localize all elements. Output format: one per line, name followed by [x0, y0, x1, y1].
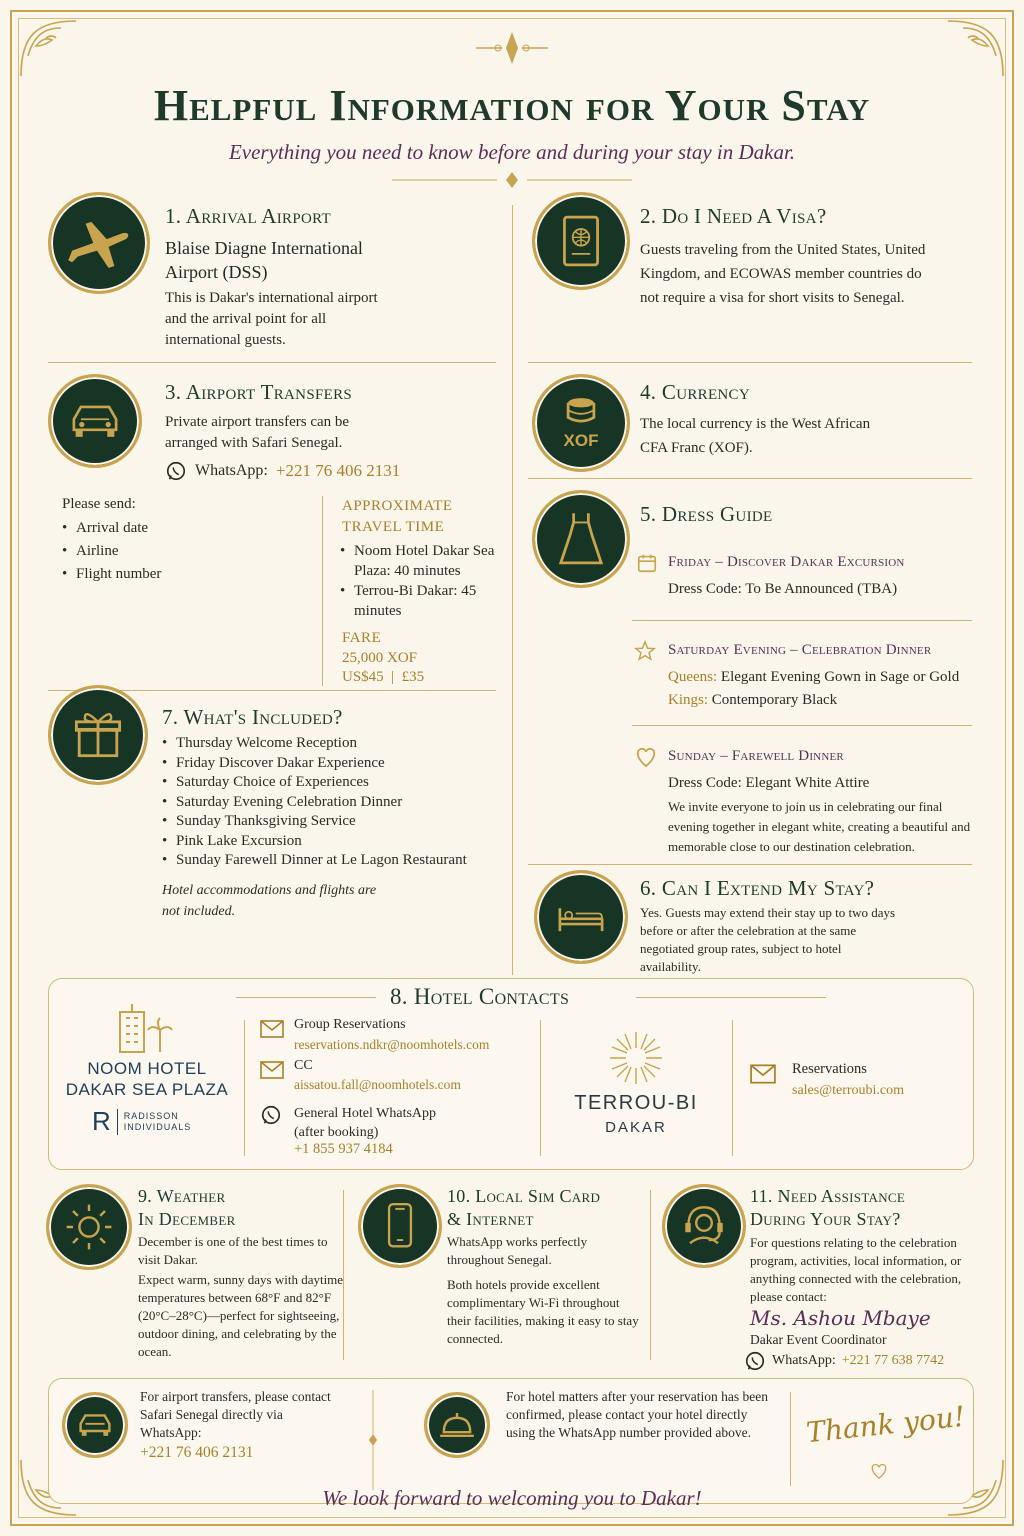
travel-time-title: APPROXIMATE TRAVEL TIME: [342, 498, 453, 535]
kings-label: Kings:: [668, 692, 709, 708]
transfers-text: Private airport transfers can be arranged with Safari Senegal.: [165, 414, 350, 451]
terrou-reservations-label: Reservations: [792, 1061, 867, 1077]
assistance-text: For questions relating to the celebration program, activities, local information, or anything connected with the celebration, please contact:: [750, 1235, 962, 1304]
wa-label-line: (after booking): [294, 1125, 379, 1140]
star-icon: [634, 640, 656, 662]
terrou-bi-name: [556, 1092, 716, 1136]
page-subtitle: Everything you need to know before and during your stay in Dakar.: [228, 140, 796, 164]
extend-heading: 6. Can I Extend My Stay?: [640, 876, 875, 900]
list-item: • Saturday Evening Celebration Dinner: [160, 793, 500, 813]
weather-text-1: December is one of the best times to visit Dakar.: [138, 1234, 328, 1267]
friday-text: Dress Code: To Be Announced (TBA): [668, 581, 898, 597]
list-item: • Noom Hotel Dakar Sea Plaza: 40 minutes: [338, 541, 503, 581]
sim-text-2: Both hotels provide excellent complimentary Wi-Fi throughout their facilities, making it easy to stay connected.: [447, 1277, 639, 1346]
phone-icon: [358, 1184, 442, 1268]
assistance-heading-line: During Your Stay?: [750, 1209, 901, 1229]
list-item: • Arrival date: [60, 517, 161, 540]
kings-text: Contemporary Black: [711, 692, 838, 708]
footer-transfer-number[interactable]: +221 76 406 2131: [140, 1444, 254, 1461]
column-divider: [512, 205, 513, 975]
dress-heading: 5. Dress Guide: [640, 502, 773, 526]
list-item: • Airline: [60, 540, 161, 563]
hotel-contacts-heading: 8. Hotel Contacts: [390, 984, 570, 1009]
cc-email[interactable]: aissatou.fall@noomhotels.com: [294, 1077, 461, 1092]
visa-heading: 2. Do I Need A Visa?: [640, 204, 827, 228]
friday-title: Friday – Discover Dakar Excursion: [668, 554, 905, 570]
sim-heading-line: 10. Local Sim Card: [447, 1186, 601, 1206]
queens-text: Elegant Evening Gown in Sage or Gold: [720, 669, 960, 685]
dress-icon: [532, 490, 630, 588]
mail-icon: [260, 1061, 284, 1079]
divider: [322, 496, 323, 686]
weather-heading-line: 9. Weather: [138, 1186, 226, 1206]
divider: [343, 1190, 344, 1360]
group-reservations-email[interactable]: reservations.ndkr@noomhotels.com: [294, 1037, 490, 1052]
whatsapp-icon: [165, 460, 187, 482]
mail-icon: [260, 1020, 284, 1038]
sunday-title: Sunday – Farewell Dinner: [668, 748, 844, 764]
cc-label: CC: [294, 1058, 313, 1073]
arrival-heading: 1. Arrival Airport: [165, 204, 332, 228]
coordinator-role: Dakar Event Coordinator: [750, 1332, 887, 1347]
travel-list: [338, 541, 503, 621]
terrou-line: TERROU-BI: [574, 1092, 698, 1114]
list-item: • Thursday Welcome Reception: [160, 734, 500, 754]
divider: [244, 1020, 245, 1156]
whatsapp-icon: [744, 1350, 766, 1372]
coins-icon: [532, 374, 630, 472]
sun-icon: [46, 1184, 132, 1270]
page-title: Helpful Information for Your Stay: [153, 81, 871, 130]
coordinator-name: Ms. Ashou Mbaye: [750, 1306, 931, 1330]
divider: [528, 362, 972, 363]
divider: [636, 997, 826, 998]
divider: [790, 1392, 791, 1486]
sunday-text: We invite everyone to join us in celebrating our final evening together in elegant white, creating a beautiful and memorable close to our destination celebration.: [668, 799, 971, 854]
queens-label: Queens:: [668, 669, 718, 685]
noom-name-line: NOOM HOTEL: [87, 1059, 207, 1078]
transfers-whatsapp-number[interactable]: +221 76 406 2131: [275, 461, 401, 480]
footer-transfer-text: For airport transfers, please contact Safari Senegal directly via WhatsApp:: [140, 1389, 331, 1440]
transfers-whatsapp: [165, 460, 400, 482]
divider: [540, 1020, 541, 1156]
car-icon: [62, 1392, 128, 1458]
queens-line: [668, 667, 959, 688]
airport-name: Blaise Diagne International Airport (DSS): [165, 238, 363, 282]
top-flourish-icon: [472, 28, 552, 68]
terrou-reservations-email[interactable]: sales@terroubi.com: [792, 1083, 905, 1098]
divider: [48, 362, 496, 363]
calendar-icon: [636, 552, 658, 574]
list-item: • Sunday Farewell Dinner at Le Lagon Restaurant: [160, 851, 500, 871]
send-title: Please send:: [62, 496, 136, 512]
whatsapp-icon: [260, 1104, 282, 1126]
assistance-whatsapp-number[interactable]: +221 77 638 7742: [841, 1353, 945, 1368]
send-list: [60, 517, 161, 586]
noom-logo-icon: [112, 1002, 176, 1054]
divider: [528, 478, 972, 479]
radisson-logo: [92, 1106, 191, 1137]
hotel-whatsapp-number[interactable]: +1 855 937 4184: [294, 1141, 393, 1157]
closing-text: We look forward to welcoming you to Dakar!: [322, 1486, 702, 1510]
radisson-r-icon: R: [92, 1106, 111, 1136]
terrou-line: DAKAR: [605, 1119, 667, 1136]
fare-xof: 25,000 XOF: [342, 650, 418, 666]
radisson-text: RADISSON: [123, 1110, 179, 1121]
noom-hotel-name: [62, 1058, 232, 1100]
divider: [528, 864, 972, 865]
currency-text: The local currency is the West African CFA Franc (XOF).: [640, 416, 871, 456]
saturday-title: Saturday Evening – Celebration Dinner: [668, 642, 932, 658]
sim-text-1: WhatsApp works perfectly throughout Senegal.: [447, 1234, 588, 1267]
list-item: • Flight number: [60, 563, 161, 586]
bed-icon: [534, 870, 628, 964]
divider: [632, 725, 972, 726]
group-reservations-label: Group Reservations: [294, 1017, 406, 1032]
divider: [632, 620, 972, 621]
fare-other: US$45 | £35: [342, 669, 425, 685]
passport-icon: [532, 192, 630, 290]
xof-label: XOF: [563, 431, 599, 450]
weather-text-2: Expect warm, sunny days with daytime temperatures between 68°F and 82°F (20°C–28°C)—perfect for sightseeing, outdoor dining, and celebrating by the ocean.: [138, 1272, 344, 1359]
arrival-text: This is Dakar's international airport and the arrival point for all international guests.: [165, 290, 378, 348]
included-list: [160, 734, 500, 871]
weather-heading: [138, 1185, 236, 1231]
divider: [650, 1190, 651, 1360]
sim-heading-line: & Internet: [447, 1209, 534, 1229]
divider: [236, 997, 376, 998]
divider-diamond-icon: [366, 1390, 380, 1490]
service-bell-icon: [424, 1392, 490, 1458]
included-heading: 7. What's Included?: [162, 705, 343, 729]
sim-heading: [447, 1185, 600, 1231]
assistance-heading-line: 11. Need Assistance: [750, 1186, 906, 1206]
list-item: • Terrou-Bi Dakar: 45 minutes: [338, 581, 503, 621]
corner-ornament-icon: [16, 16, 86, 86]
weather-heading-line: In December: [138, 1209, 236, 1229]
list-item: • Saturday Choice of Experiences: [160, 773, 500, 793]
wa-label-line: General Hotel WhatsApp: [294, 1106, 437, 1121]
extend-text: Yes. Guests may extend their stay up to two days before or after the celebration at the same negotiated group rates, subject to hotel availability.: [640, 905, 896, 974]
heart-icon: [868, 1462, 890, 1480]
fare-title: FARE: [342, 630, 382, 646]
visa-text: Guests traveling from the United States, United Kingdom, and ECOWAS member countries do not require a visa for short visits to Senegal.: [640, 242, 926, 306]
gift-icon: [48, 685, 148, 785]
divider: [732, 1020, 733, 1156]
terrou-bi-sun-logo-icon: [608, 1030, 664, 1086]
kings-line: [668, 690, 837, 711]
sunday-code: Dress Code: Elegant White Attire: [668, 775, 870, 791]
hotel-whatsapp-label: [294, 1104, 436, 1142]
noom-name-line: DAKAR SEA PLAZA: [65, 1080, 229, 1099]
list-item: • Friday Discover Dakar Experience: [160, 754, 500, 774]
transfers-heading: 3. Airport Transfers: [165, 380, 353, 404]
radisson-text: INDIVIDUALS: [123, 1121, 192, 1132]
thank-you-text: Thank you!: [804, 1399, 967, 1450]
list-item: • Pink Lake Excursion: [160, 832, 500, 852]
divider-flourish-icon: [392, 170, 632, 190]
included-note: Hotel accommodations and flights are not included.: [162, 883, 377, 919]
assistance-whatsapp: [744, 1350, 944, 1372]
headset-icon: [662, 1184, 746, 1268]
assistance-heading: [750, 1185, 905, 1231]
airplane-icon: [48, 192, 150, 294]
whatsapp-label: WhatsApp:: [772, 1353, 836, 1368]
footer-hotel-text: For hotel matters after your reservation has been confirmed, please contact your hotel directly using the WhatsApp number provided above.: [506, 1389, 769, 1440]
corner-ornament-icon: [938, 16, 1008, 86]
whatsapp-label: WhatsApp:: [195, 462, 268, 479]
mail-icon: [750, 1064, 776, 1084]
list-item: • Sunday Thanksgiving Service: [160, 812, 500, 832]
car-icon: [48, 374, 142, 468]
currency-heading: 4. Currency: [640, 380, 750, 404]
heart-icon: [634, 746, 658, 768]
